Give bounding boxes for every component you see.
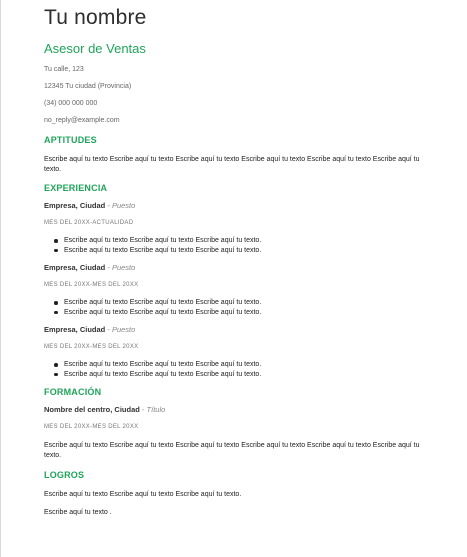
education-center: Nombre del centro, Ciudad [44, 405, 140, 414]
job-employer: Empresa, Ciudad [44, 263, 106, 272]
list-item: Escribe aquí tu texto Escribe aquí tu texto Escribe aquí tu texto. [54, 236, 261, 246]
job-position: Puesto [111, 201, 136, 210]
job-separator: - [105, 325, 112, 334]
job-bullet-list [54, 360, 261, 379]
list-item: Escribe aquí tu texto Escribe aquí tu texto Escribe aquí tu texto. [54, 308, 261, 318]
resume-role: Asesor de Ventas [44, 41, 146, 56]
list-item: Escribe aquí tu texto Escribe aquí tu texto Escribe aquí tu texto. [54, 360, 261, 370]
achievements-title: LOGROS [44, 470, 85, 480]
page-left-border [0, 0, 1, 557]
job-header [44, 263, 135, 272]
bullet-dot-icon [54, 363, 58, 367]
education-degree: Título [146, 405, 166, 414]
job-separator: - [105, 263, 112, 272]
job-bullet-list [54, 298, 261, 317]
bullet-dot-icon [54, 239, 58, 243]
list-item: Escribe aquí tu texto Escribe aquí tu texto Escribe aquí tu texto. [54, 246, 261, 256]
job-dates: MES DEL 20XX-MES DEL 20XX [44, 344, 139, 350]
job-bullet-list [54, 236, 261, 255]
education-separator: - [139, 405, 147, 414]
skills-title: APTITUDES [44, 135, 97, 145]
resume-name: Tu nombre [44, 6, 147, 29]
bullet-dot-icon [54, 311, 58, 315]
list-item: Escribe aquí tu texto Escribe aquí tu texto Escribe aquí tu texto. [54, 370, 261, 380]
job-header [44, 325, 135, 334]
job-employer: Empresa, Ciudad [44, 325, 106, 334]
job-position: Puesto [111, 325, 136, 334]
contact-email: no_reply@example.com [44, 117, 120, 124]
contact-city: 12345 Tu ciudad (Provincia) [44, 83, 132, 90]
contact-phone: (34) 000 000 000 [44, 100, 98, 107]
education-text: Escribe aquí tu texto Escribe aquí tu texto Escribe aquí tu texto Escribe aquí tu texto Escribe aquí tu texto Escribe aquí tu texto. [44, 442, 420, 459]
experience-title: EXPERIENCIA [44, 183, 108, 193]
education-header [44, 405, 165, 414]
job-position: Puesto [111, 263, 136, 272]
achievements-line-1: Escribe aquí tu texto Escribe aquí tu texto Escribe aquí tu texto. [44, 491, 242, 498]
bullet-dot-icon [54, 373, 58, 377]
education-dates: MES DEL 20XX-MES DEL 20XX [44, 424, 139, 430]
bullet-dot-icon [54, 301, 58, 305]
job-employer: Empresa, Ciudad [44, 201, 106, 210]
education-title: FORMACIÓN [44, 387, 102, 397]
list-item: Escribe aquí tu texto Escribe aquí tu texto Escribe aquí tu texto. [54, 298, 261, 308]
job-dates: MES DEL 20XX-ACTUALIDAD [44, 220, 134, 226]
bullet-dot-icon [54, 249, 58, 253]
achievements-line-2: Escribe aquí tu texto . [44, 509, 112, 516]
job-separator: - [105, 201, 112, 210]
job-header [44, 201, 135, 210]
contact-street: Tu calle, 123 [44, 66, 84, 73]
job-dates: MES DEL 20XX-MES DEL 20XX [44, 282, 139, 288]
skills-text: Escribe aquí tu texto Escribe aquí tu texto Escribe aquí tu texto Escribe aquí tu texto Escribe aquí tu texto Escribe aquí tu texto. [44, 156, 420, 173]
